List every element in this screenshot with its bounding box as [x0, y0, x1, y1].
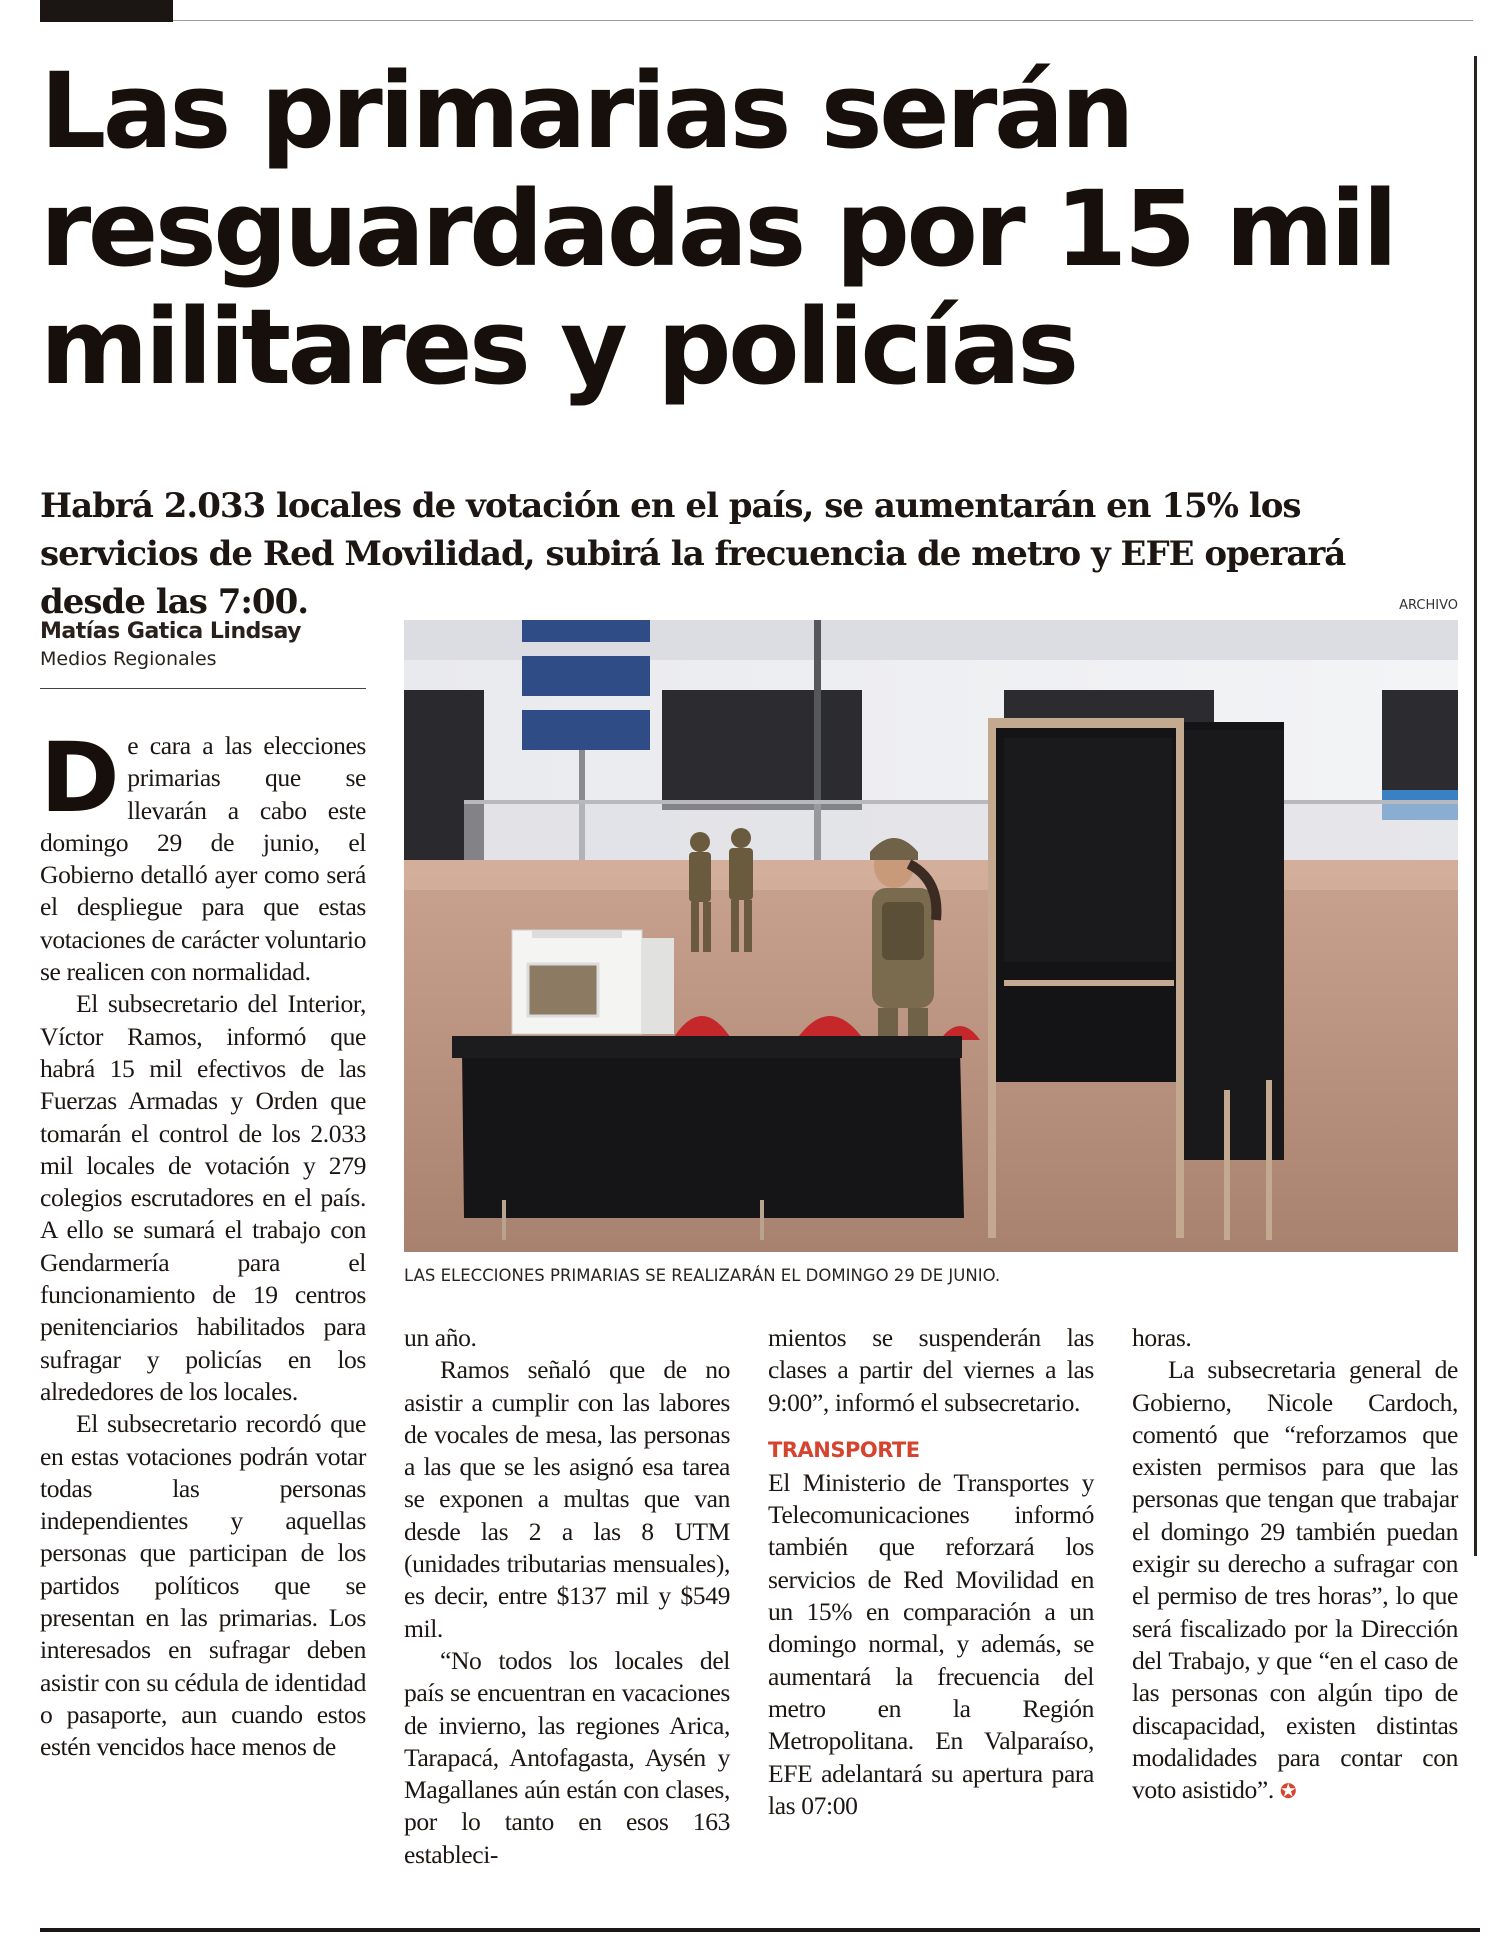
paragraph-continuation: mientos se suspenderán las clases a partir del viernes a las 9:00”, informó el subsecretario.: [768, 1323, 1094, 1417]
article-column-3: [768, 1322, 1094, 1902]
bottom-rule: [40, 1928, 1480, 1932]
paragraph-continuation: horas.: [1132, 1323, 1192, 1352]
deck: Habrá 2.033 locales de votación en el país, se aumentarán en 15% los servicios de Red Movilidad, subirá la frecuencia de metro y EFE operará desde las 7:00.: [40, 486, 1346, 622]
article-column-1: [40, 722, 366, 1890]
voting-booth-scene: [404, 620, 1458, 1252]
byline-rule: [40, 688, 366, 689]
building-window: [662, 690, 862, 810]
article-column-4: [1132, 1322, 1458, 1902]
top-rule: [173, 20, 1473, 21]
paragraph: “No todos los locales del país se encuentran en vacaciones de invierno, las regiones Arica, Tarapacá, Antofagasta, Aysén y Magallanes aún están con clases, por lo tanto en esos 163 estableci-: [404, 1645, 730, 1869]
blue-sign: [522, 710, 650, 750]
blue-sign: [522, 620, 650, 642]
article-photo: [404, 620, 1458, 1252]
column-divider-rule: [1474, 56, 1477, 1556]
photo-caption: LAS ELECCIONES PRIMARIAS SE REALIZARÁN EL DOMINGO 29 DE JUNIO.: [404, 1266, 1001, 1285]
paragraph: [1132, 1354, 1458, 1807]
paragraph: El subsecretario del Interior, Víctor Ramos, informó que habrá 15 mil efectivos de las Fuerzas Armadas y Orden que tomarán el control de los 2.033 mil locales de votación y 279 colegios escrutadores en el país. A ello se sumará el trabajo con Gendarmería para el funcionamiento de 19 centros penitenciarios habilitados para sufragar y policías en los alrededores de los locales.: [40, 989, 366, 1406]
headline: Las primarias serán resguardadas por 15 mil militares y policías: [40, 50, 1395, 408]
paragraph: El Ministerio de Transportes y Telecomunicaciones informó también que reforzará los servicios de Red Movilidad en un 15% en comparación a un domingo normal, y además, se aumentará la frecuencia del metro en la Región Metropolitana. En Valparaíso, EFE adelantará su apertura para las 07:00: [768, 1467, 1094, 1820]
author-name: Matías Gatica Lindsay: [40, 619, 301, 644]
paragraph-text: La subsecretaria general de Gobierno, Nicole Cardoch, comentó que “reforzamos que existen permisos para que las personas que tengan que trabajar el domingo 29 también puedan exigir su derecho a sufragar con el permiso de tres horas”, lo que será fiscalizado por la Dirección del Trabajo, y que “en el caso de las personas con algún tipo de discapacidad, existen distintas modalidades para contar con voto asistido”.: [1132, 1355, 1458, 1805]
end-mark-icon: ✪: [1279, 1779, 1297, 1804]
photo-credit: ARCHIVO: [1399, 598, 1458, 613]
author-organization: Medios Regionales: [40, 648, 217, 670]
paragraph-text: e cara a las elecciones primarias que se llevarán a cabo este domingo 29 de junio, el Gobierno detalló ayer como será el despliegue para que estas votaciones de carácter voluntario se realicen con normalidad.: [40, 731, 366, 987]
voting-table: [452, 1036, 964, 1240]
ballot-box: [512, 930, 674, 1034]
article-column-2: [404, 1322, 730, 1902]
blue-sign: [522, 656, 650, 696]
section-tab-block: [40, 0, 173, 22]
railing: [464, 800, 1458, 804]
paragraph-continuation: un año.: [404, 1323, 477, 1352]
paragraph: El subsecretario recordó que en estas votaciones podrán votar todas las personas independientes y aquellas personas que participan de los partidos políticos que se presentan en las primarias. Los interesados en sufragar deben asistir con su cédula de identidad o pasaporte, aun cuando estos estén vencidos hace menos de: [40, 1409, 366, 1762]
paragraph: Ramos señaló que de no asistir a cumplir con las labores de vocales de mesa, las personas a las que se les asignó esa tarea se exponen a multas que van desde las 2 a las 8 UTM (unidades tributarias mensuales), es decir, entre $137 mil y $549 mil.: [404, 1355, 730, 1643]
drop-cap: D: [40, 722, 120, 834]
section-subhead: TRANSPORTE: [768, 1437, 920, 1462]
paragraph: [40, 722, 366, 988]
byline: [40, 618, 370, 672]
